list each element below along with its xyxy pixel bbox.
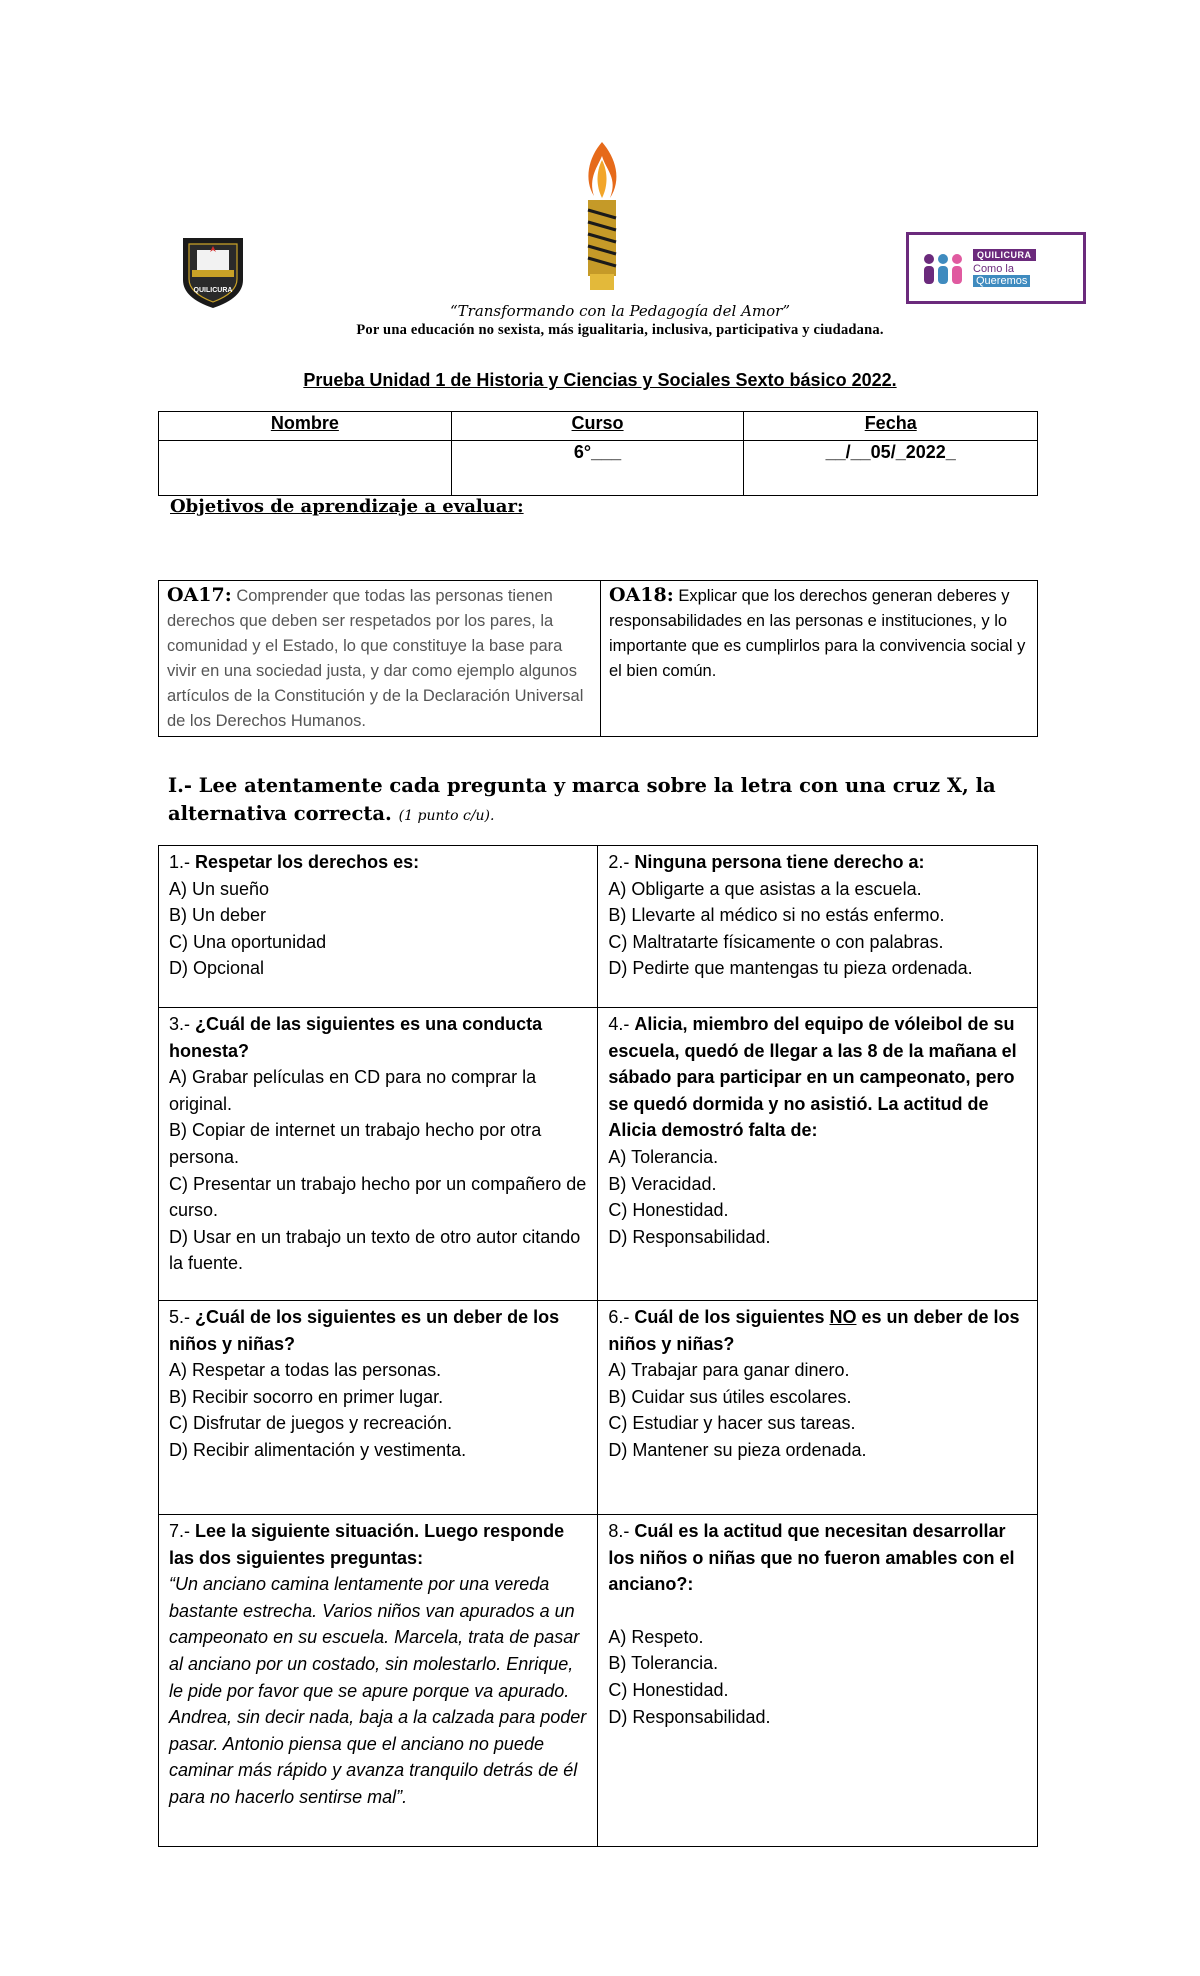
date-field[interactable]: __/__05/_2022_ xyxy=(744,441,1038,496)
question-1 xyxy=(159,846,598,1008)
question-7 xyxy=(159,1515,598,1847)
question-stem: Ninguna persona tiene derecho a: xyxy=(634,852,925,872)
question-8 xyxy=(598,1515,1038,1847)
option-c[interactable]: C) Presentar un trabajo hecho por un compañero de curso. xyxy=(169,1173,587,1221)
option-a[interactable]: A) Respetar a todas las personas. xyxy=(169,1360,442,1381)
section-instruction xyxy=(168,772,1048,830)
option-c[interactable]: C) Maltratarte físicamente o con palabras. xyxy=(608,931,944,952)
option-d[interactable]: D) Usar en un trabajo un texto de otro autor citando la fuente. xyxy=(169,1226,581,1274)
logo-label: QUILICURA xyxy=(973,249,1036,261)
question-number: 3.- xyxy=(169,1014,196,1034)
spacer xyxy=(608,1598,1027,1624)
reading-passage: “Un anciano camina lentamente por una vereda bastante estrecha. Varios niños van apurados a un campeonato en su escuela. Marcela, trata de pasar al anciano por un costado, sin molestarlo. Enrique, le pide por favor que se apure porque va apurado. Andrea, sin decir nada, baja a la calzada para poder pasar. Antonio piensa que el anciano no puede caminar más rápido y avanza tranquilo detrás de él para no hacerlo sentirse mal”. xyxy=(169,1574,587,1807)
school-motto: “Transformando con la Pedagogía del Amor” xyxy=(449,302,791,320)
question-number: 5.- xyxy=(169,1307,196,1327)
stem-emphasis: NO xyxy=(829,1307,857,1327)
option-c[interactable]: C) Estudiar y hacer sus tareas. xyxy=(608,1413,856,1434)
school-shield-logo xyxy=(180,236,246,310)
option-b[interactable]: B) Recibir socorro en primer lugar. xyxy=(169,1386,444,1407)
quilicura-logo xyxy=(906,232,1086,304)
question-stem: Alicia, miembro del equipo de vóleibol de su escuela, quedó de llegar a las 8 de la mañana el sábado para participar en un campeonato, pero se quedó dormida y no asistió. La actitud de Alicia demostró falta de: xyxy=(608,1014,1017,1141)
question-number: 7.- xyxy=(169,1521,196,1541)
question-6 xyxy=(598,1301,1038,1515)
oa18-cell xyxy=(601,581,1038,737)
question-number: 4.- xyxy=(608,1014,635,1034)
shield-text: QUILICURA xyxy=(193,287,233,294)
people-icon xyxy=(919,251,967,287)
name-field[interactable] xyxy=(159,441,452,496)
question-stem: Lee la siguiente situación. Luego responde las dos siguientes preguntas: xyxy=(169,1521,565,1568)
question-number: 6.- xyxy=(608,1307,635,1327)
option-d[interactable]: D) Responsabilidad. xyxy=(608,1226,771,1247)
question-number: 8.- xyxy=(608,1521,635,1541)
question-stem xyxy=(608,1307,1019,1354)
oa18-text: Explicar que los derechos generan deberes y responsabilidades en las personas e instituciones, y lo importante que es cumplirlos para la convivencia social y el bien común. xyxy=(609,587,1026,680)
logo-line2: Queremos xyxy=(973,275,1030,287)
option-d[interactable]: D) Mantener su pieza ordenada. xyxy=(608,1439,867,1460)
name-header: Nombre xyxy=(159,412,452,441)
oa18-code: OA18: xyxy=(609,584,674,606)
option-b[interactable]: B) Tolerancia. xyxy=(608,1653,719,1674)
option-c[interactable]: C) Una oportunidad xyxy=(169,931,327,952)
points-note: (1 punto c/u). xyxy=(398,808,495,824)
option-c[interactable]: C) Honestidad. xyxy=(608,1200,729,1221)
option-d[interactable]: D) Recibir alimentación y vestimenta. xyxy=(169,1439,467,1460)
date-header: Fecha xyxy=(744,412,1038,441)
question-5 xyxy=(159,1301,598,1515)
option-a[interactable]: A) Obligarte a que asistas a la escuela. xyxy=(608,878,922,899)
option-b[interactable]: B) Veracidad. xyxy=(608,1173,717,1194)
oa17-code: OA17: xyxy=(167,584,232,606)
question-stem: Cuál es la actitud que necesitan desarrollar los niños o niñas que no fueron amables con el anciano?: xyxy=(608,1521,1015,1595)
school-slogan: Por una educación no sexista, más igualitaria, inclusiva, participativa y ciudadana. xyxy=(356,322,884,338)
question-stem: ¿Cuál de las siguientes es una conducta honesta? xyxy=(169,1014,543,1061)
option-a[interactable]: A) Trabajar para ganar dinero. xyxy=(608,1360,850,1381)
oa17-text: Comprender que todas las personas tienen derechos que deben ser respetados por los pares, la comunidad y el Estado, lo que constituye la base para vivir en una sociedad justa, y dar como ejemplo algunos artículos de la Constitución y de la Declaración Universal de los Derechos Humanos. xyxy=(167,587,584,730)
option-d[interactable]: D) Responsabilidad. xyxy=(608,1706,771,1727)
torch-logo xyxy=(574,140,630,292)
course-field[interactable]: 6°___ xyxy=(451,441,744,496)
option-d[interactable]: D) Opcional xyxy=(169,958,265,979)
question-stem: Respetar los derechos es: xyxy=(195,852,420,872)
option-b[interactable]: B) Copiar de internet un trabajo hecho por otra persona. xyxy=(169,1120,542,1167)
question-number: 2.- xyxy=(608,852,635,872)
question-number: 1.- xyxy=(169,852,196,872)
option-b[interactable]: B) Llevarte al médico si no estás enfermo. xyxy=(608,905,945,926)
questions-table xyxy=(158,845,1038,1847)
option-b[interactable]: B) Cuidar sus útiles escolares. xyxy=(608,1386,852,1407)
question-4 xyxy=(598,1008,1038,1301)
option-d[interactable]: D) Pedirte que mantengas tu pieza ordenada. xyxy=(608,958,973,979)
option-a[interactable]: A) Grabar películas en CD para no comprar la original. xyxy=(169,1067,537,1114)
option-c[interactable]: C) Honestidad. xyxy=(608,1679,729,1700)
option-a[interactable]: A) Tolerancia. xyxy=(608,1146,719,1167)
document-title: Prueba Unidad 1 de Historia y Ciencias y Sociales Sexto básico 2022. xyxy=(303,370,897,390)
option-a[interactable]: A) Respeto. xyxy=(608,1626,704,1647)
objectives-heading: Objetivos de aprendizaje a evaluar: xyxy=(170,496,524,517)
question-stem: ¿Cuál de los siguientes es un deber de los niños y niñas? xyxy=(169,1307,560,1354)
stem-part-b: es un deber de los niños y niñas? xyxy=(608,1307,1020,1354)
question-2 xyxy=(598,846,1038,1008)
stem-part-a: Cuál de los siguientes xyxy=(634,1307,830,1327)
question-3 xyxy=(159,1008,598,1301)
student-info-table xyxy=(158,411,1038,496)
course-header: Curso xyxy=(451,412,744,441)
option-c[interactable]: C) Disfrutar de juegos y recreación. xyxy=(169,1413,453,1434)
oa17-cell xyxy=(159,581,601,737)
option-b[interactable]: B) Un deber xyxy=(169,905,267,926)
option-a[interactable]: A) Un sueño xyxy=(169,878,270,899)
logo-line1: Como la xyxy=(973,263,1014,275)
instruction-text: I.- Lee atentamente cada pregunta y marca sobre la letra con una cruz X, la alternativa correcta. xyxy=(168,774,996,825)
objectives-table xyxy=(158,580,1038,737)
